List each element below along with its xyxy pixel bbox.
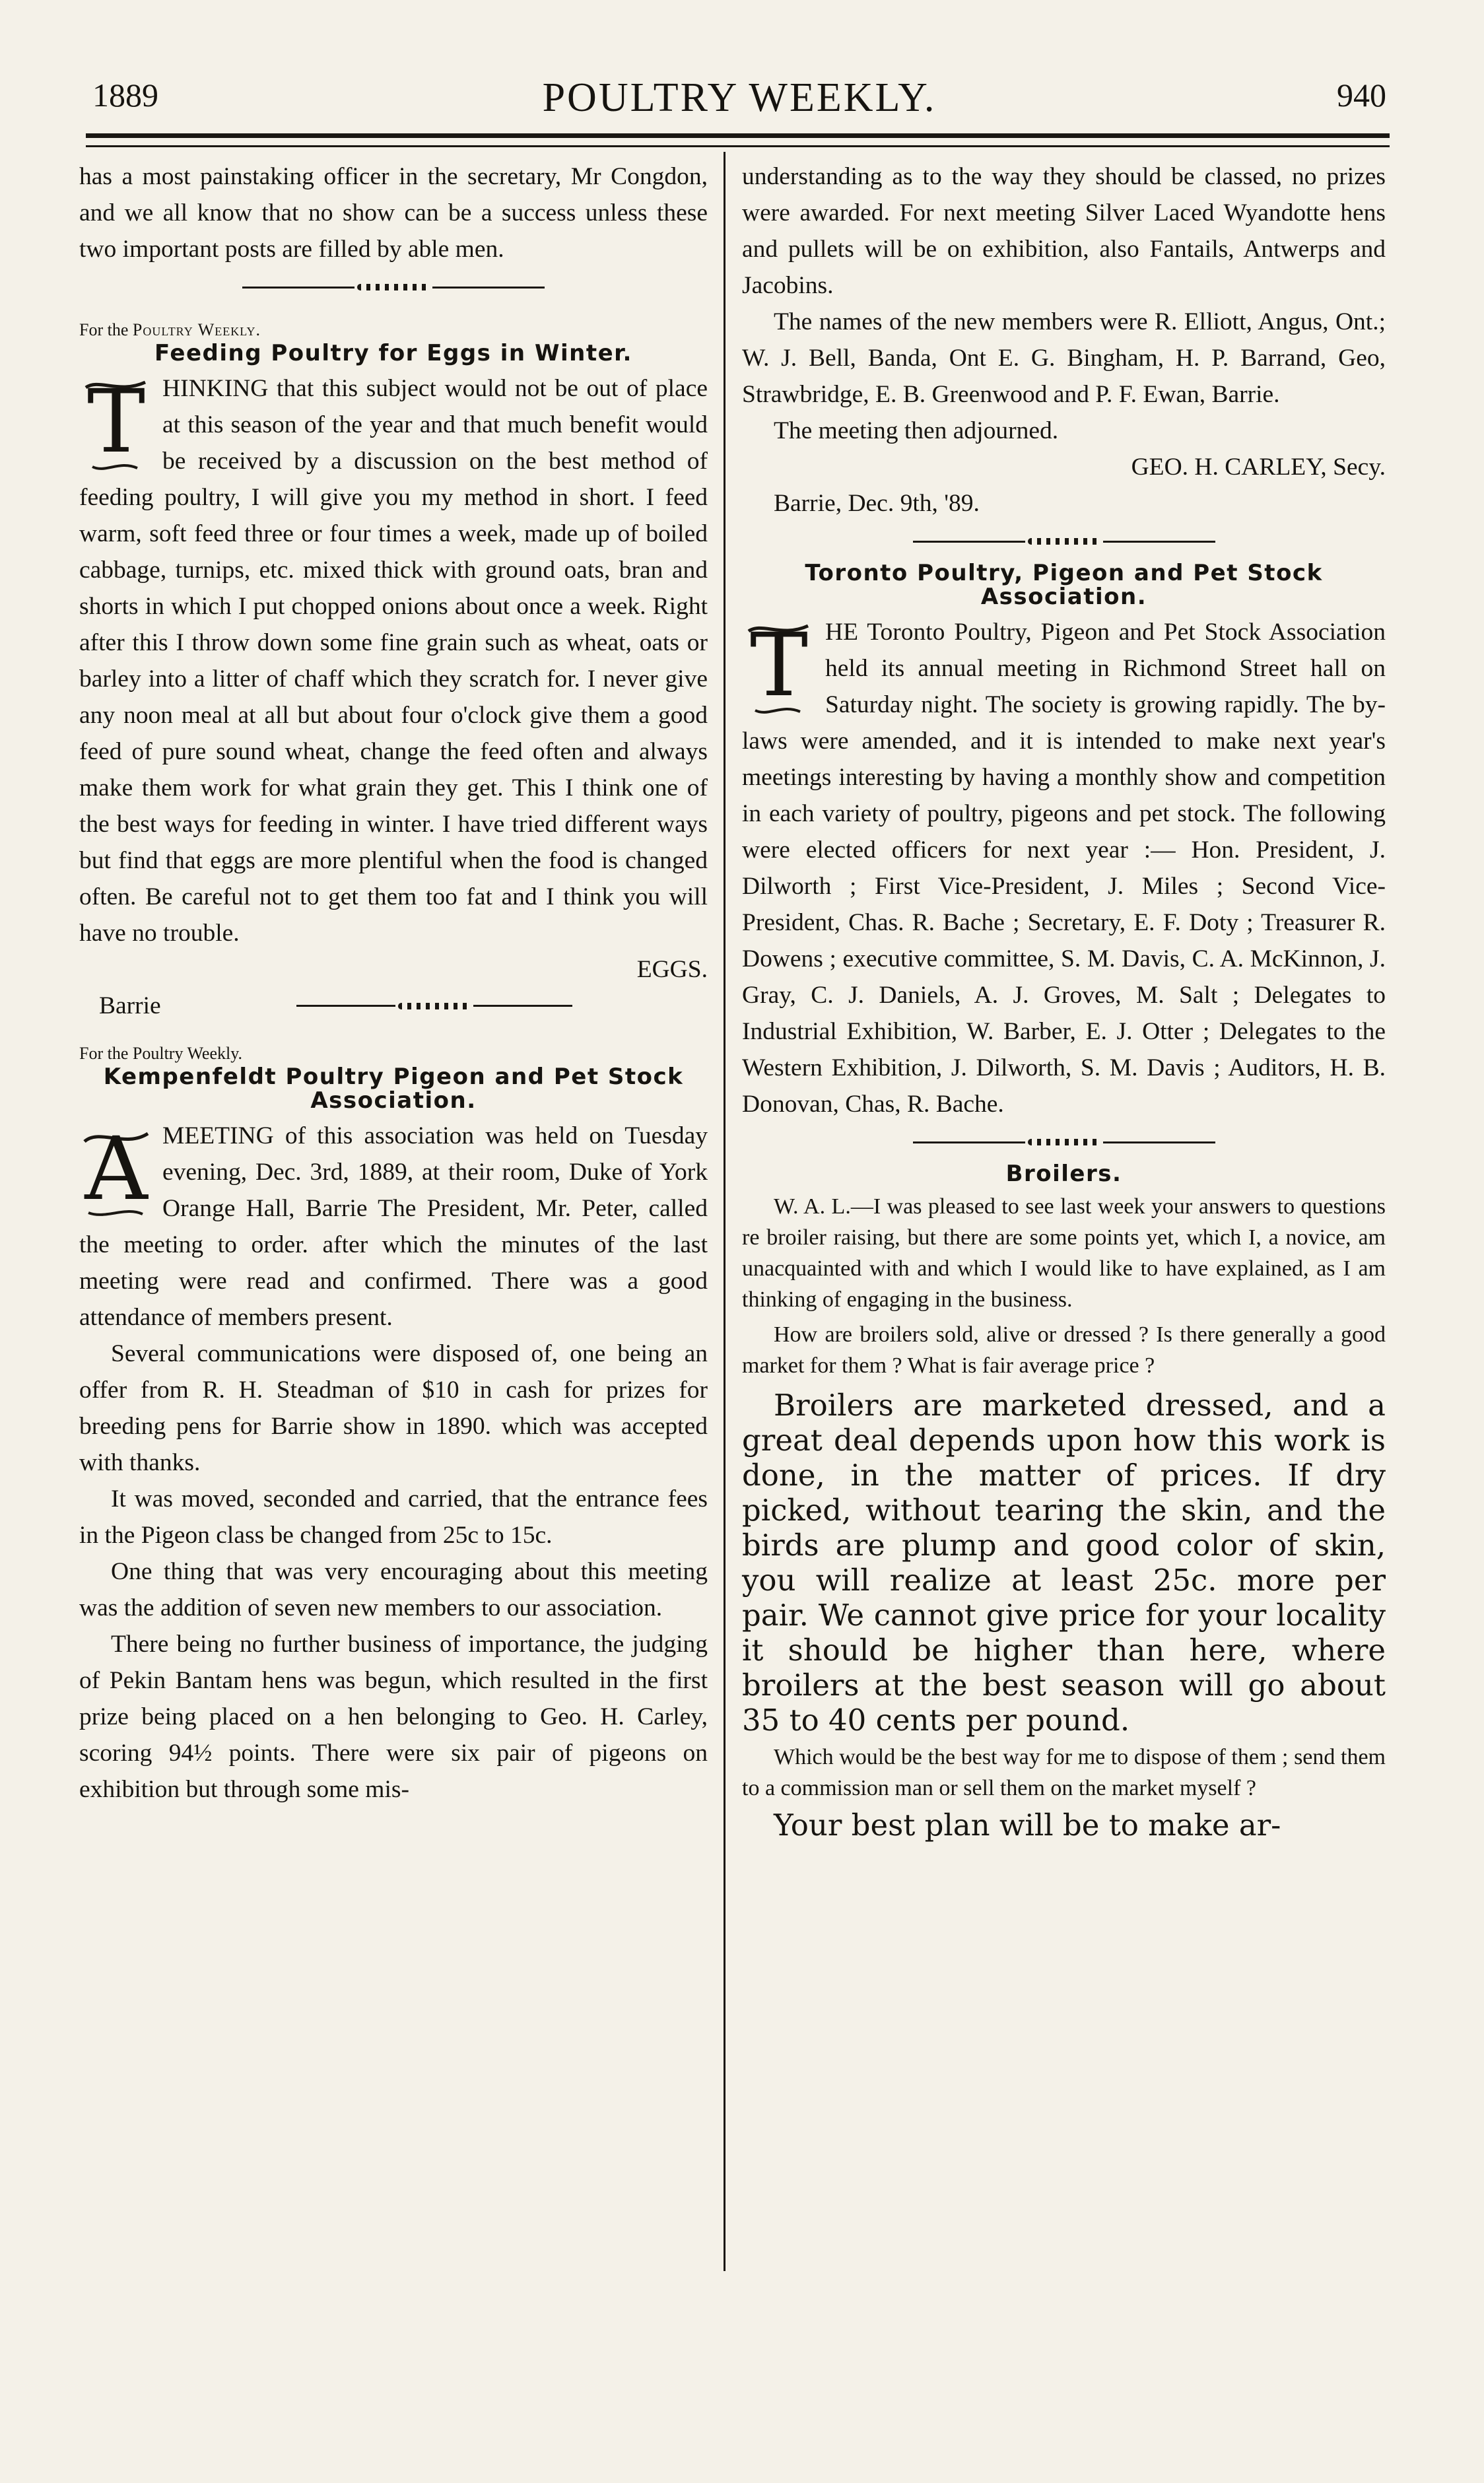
article-body: There being no further business of importance, the judging of Pekin Bantam hens was begun, which resulted in the first prize being placed on a hen belonging to Geo. H. Carley, scoring 94½ points. There were six pair of pigeons on exhibition but through some mis- — [79, 1631, 708, 1803]
article-body: The meeting then adjourned. — [774, 417, 1059, 444]
section-ornament — [742, 1129, 1386, 1155]
reader-question: W. A. L.—I was pleased to see last week your answers to questions re broiler raising, but there are some points yet, which I, a novice, am unacquainted with and which I would like to have explained, as I am thinking of engaging in the business. — [742, 1194, 1386, 1312]
dateline: Barrie, Dec. 9th, '89. — [774, 490, 980, 517]
article-body: The names of the new members were R. Elliott, Angus, Ont.; W. J. Bell, Banda, Ont E. G. Bingham, H. P. Barrand, Geo, Strawbridge, E. B. Greenwood and P. F. Ewan, Barrie. — [742, 308, 1386, 408]
article-body: HE Toronto Poultry, Pigeon and Pet Stock Association held its annual meeting in Richmond Street hall on Saturday night. The society is growing rapidly. The by-laws were amended, and it is intended to make next year's meetings interesting by having a monthly show and competition in each variety of poultry, pigeons and pet stock. The following were elected officers for next year :— Hon. President, J. Dilworth ; First Vice-President, J. Miles ; Second Vice-President, Chas. R. Bache ; Secretary, E. F. Doty ; Treasurer R. Dowens ; executive committee, S. M. Davis, C. A. McKinnon, J. Gray, C. J. Daniels, A. J. Groves, M. Salt ; Delegates to Industrial Exhibition, W. Barber, E. J. Otter ; Delegates to the Western Exhibition, J. Dilworth, S. M. Davis ; Auditors, H. B. Donovan, Chas, R. Bache. — [742, 619, 1386, 1118]
article-headline: Kempenfeldt Poultry Pigeon and Pet Stock Association. — [103, 1064, 684, 1114]
drop-cap-letter: T — [86, 371, 146, 473]
dateline-row — [79, 988, 708, 1024]
article-body: HINKING that this subject would not be out of place at this season of the year and that much benefit would be received by a discussion on the best method of feeding poultry, I will give you my method in short. I feed warm, soft feed three or four times a week, made up of boiled cabbage, turnips, etc. mixed thick with ground oats, bran and shorts in which I put chopped onions about once a week. Right after this I throw down some fine grain such as wheat, oats or barley into a litter of chaff which they scratch for. I never give any noon meal at all but about four o'clock give them a good feed of pure sound wheat, change the feed often and always make them work for what grain they get. This I think one of the best ways for feeding in winter. I have tried different ways but find that eggs are more plentiful when the food is changed often. Be careful not to get them too fat and I think you will have no trouble. — [79, 375, 708, 947]
article-headline: Broilers. — [1005, 1161, 1122, 1187]
article-toronto — [742, 561, 1386, 1122]
section-ornament — [161, 993, 708, 1019]
editor-answer: Broilers are marketed dressed, and a great deal depends upon how this work is done, in the matter of prices. If dry picked, without tearing the skin, and the birds are plump and good color of skin, you will realize at least 25c. more per pair. We cannot give price for your locality it should be higher than here, where broilers at the best season will go about 35 to 40 cents per pound. — [742, 1388, 1386, 1738]
continued-paragraph: has a most painstaking officer in the secretary, Mr Congdon, and we all know that no show can be a success unless these two important posts are filled by able men. — [79, 163, 708, 263]
article-signature: EGGS. — [636, 956, 708, 983]
article-feeding-poultry — [79, 319, 708, 1024]
dateline: Barrie — [99, 992, 161, 1019]
drop-cap — [79, 1118, 153, 1221]
article-credit: For the Poultry Weekly. — [79, 1044, 243, 1063]
article-body: It was moved, seconded and carried, that the entrance fees in the Pigeon class be changed from 25c to 15c. — [79, 1485, 708, 1549]
article-body: MEETING of this association was held on Tuesday evening, Dec. 3rd, 1889, at their room, Duke of York Orange Hall, Barrie The President, Mr. Peter, called the meeting to order. after which the minutes of the last meeting were read and confirmed. There was a good attendance of members present. — [79, 1122, 708, 1331]
page-header — [92, 69, 1386, 122]
article-body: Several communications were disposed of, one being an offer from R. H. Steadman of $10 in cash for prizes for breeding pens for Barrie show in 1890. which was accepted with thanks. — [79, 1340, 708, 1476]
continued-paragraph: understanding as to the way they should be classed, no prizes were awarded. For next meeting Silver Laced Wyandotte hens and pullets will be on exhibition, also Fantails, Antwerps and Jacobins. — [742, 163, 1386, 299]
header-rule-thick — [86, 133, 1390, 138]
article-signature: GEO. H. CARLEY, Secy. — [1131, 454, 1386, 481]
article-kempenfeldt — [79, 1042, 708, 1808]
publication-title: POULTRY WEEKLY. — [542, 75, 937, 120]
left-column — [79, 158, 708, 1808]
issue-year: 1889 — [92, 77, 158, 114]
section-ornament — [742, 528, 1386, 555]
page-number: 940 — [1337, 77, 1386, 114]
column-divider — [724, 152, 725, 2271]
editor-answer: Your best plan will be to make ar- — [774, 1808, 1281, 1843]
reader-question: How are broilers sold, alive or dressed ? Is there generally a good market for them ? What is fair average price ? — [742, 1322, 1386, 1378]
section-ornament — [79, 274, 708, 300]
drop-cap-letter: T — [749, 615, 809, 716]
article-body: One thing that was very encouraging about this meeting was the addition of seven new members to our association. — [79, 1558, 708, 1621]
header-rule-thin — [86, 145, 1390, 147]
article-headline: Feeding Poultry for Eggs in Winter. — [154, 340, 632, 366]
drop-cap — [742, 615, 816, 717]
right-column — [742, 158, 1386, 1843]
drop-cap — [79, 371, 153, 473]
article-headline: Toronto Poultry, Pigeon and Pet Stock Association. — [805, 560, 1323, 610]
reader-question: Which would be the best way for me to dispose of them ; send them to a commission man or sell them on the market myself ? — [742, 1745, 1386, 1800]
article-credit: For the Poultry Weekly. — [79, 320, 261, 339]
article-broilers — [742, 1162, 1386, 1843]
drop-cap-letter: A — [84, 1118, 148, 1220]
